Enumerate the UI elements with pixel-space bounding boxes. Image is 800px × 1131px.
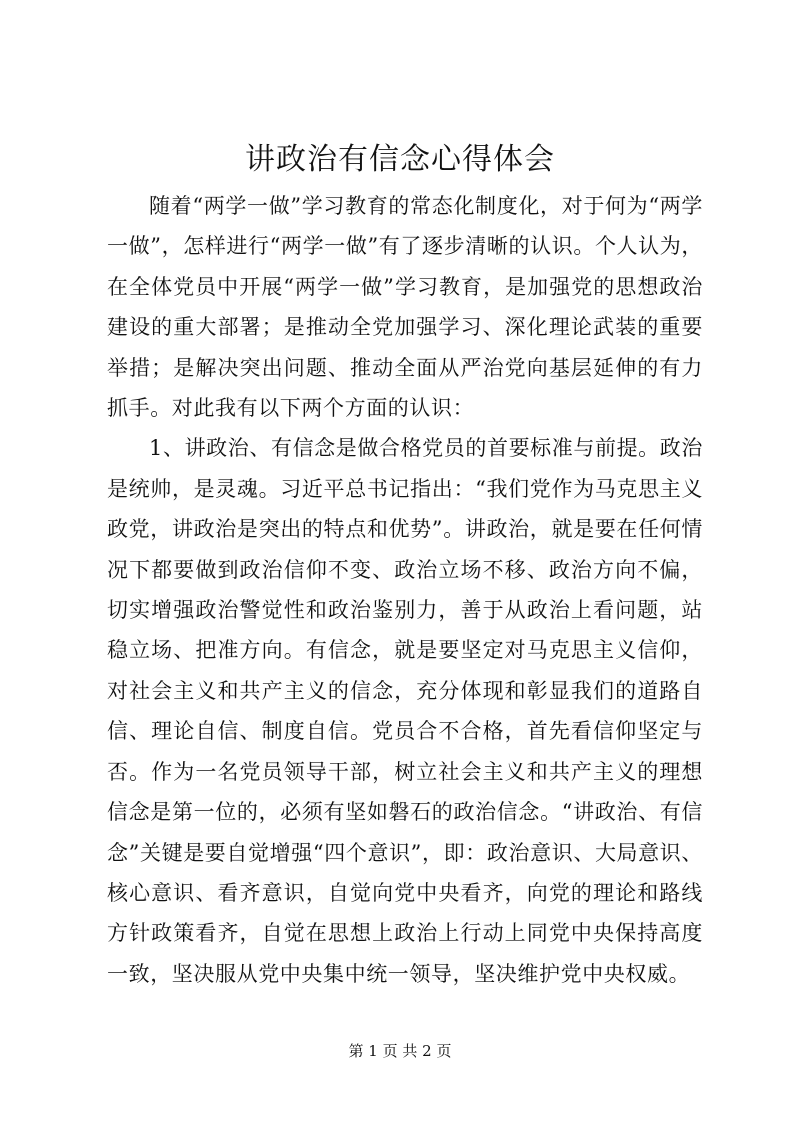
- page-number-footer: 第 1 页 共 2 页: [348, 1042, 452, 1060]
- paragraph-intro: 随着“两学一做”学习教育的常态化制度化，对于何为“两学一做”，怎样进行“两学一做”有了逐步清晰的认识。个人认为，在全体党员中开展“两学一做”学习教育，是加强党的思想政治建设的重大部署；是推动全党加强学习、深化理论武装的重要举措；是解决突出问题、推动全面从严治党向基层延伸的有力抓手。对此我有以下两个方面的认识：: [107, 194, 703, 421]
- paragraph-point-1: 1、讲政治、有信念是做合格党员的首要标准与前提。政治是统帅，是灵魂。习近平总书记指出：“我们党作为马克思主义政党，讲政治是突出的特点和优势”。讲政治，就是要在任何情况下都要做到政治信仰不变、政治立场不移、政治方向不偏，切实增强政治警觉性和政治鉴别力，善于从政治上看问题，站稳立场、把准方向。有信念，就是要坚定对马克思主义信仰，对社会主义和共产主义的信念，充分体现和彰显我们的道路自信、理论自信、制度自信。党员合不合格，首先看信仰坚定与否。作为一名党员领导干部，树立社会主义和共产主义的理想信念是第一位的，必须有坚如磐石的政治信念。“讲政治、有信念”关键是要自觉增强“四个意识”，即：政治意识、大局意识、核心意识、看齐意识，自觉向党中央看齐，向党的理论和路线方针政策看齐，自觉在思想上政治上行动上同党中央保持高度一致，坚决服从党中央集中统一领导，坚决维护党中央权威。: [107, 436, 703, 986]
- document-title: 讲政治有信念心得体会: [245, 142, 555, 177]
- document-body: [107, 186, 703, 994]
